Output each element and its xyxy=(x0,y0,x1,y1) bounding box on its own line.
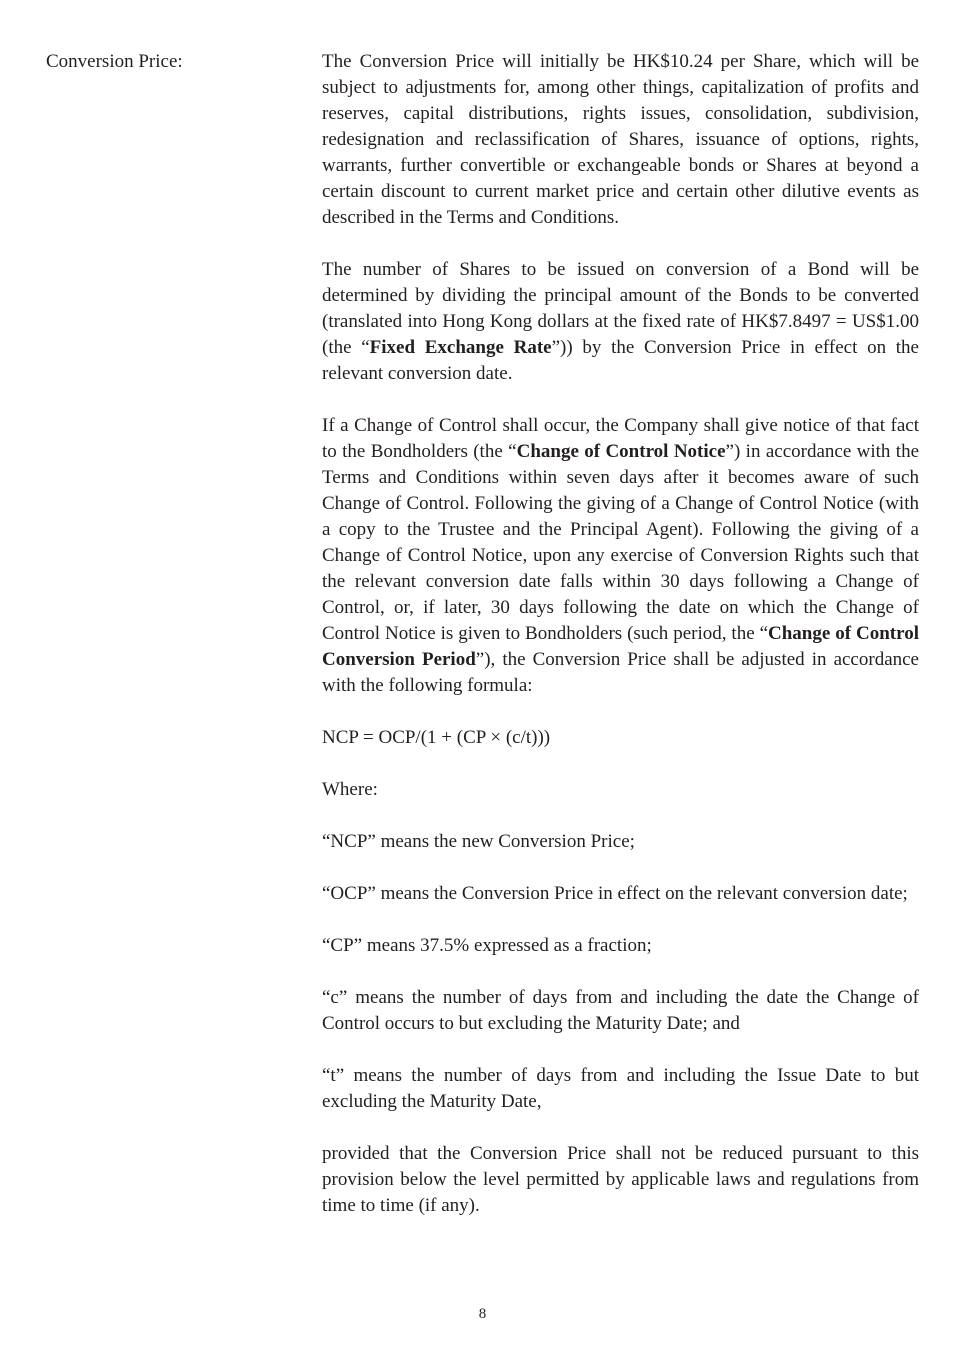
text-run: The number of Shares to be issued on conversion of a Bond will be determined by dividing the principal amount of the Bonds to be converted (translated into Hong Kong dollars at the fixed rate of HK$7.8497 = US$1.00 (the “ xyxy=(322,259,919,358)
formula: NCP = OCP/(1 + (CP × (c/t))) xyxy=(322,727,551,748)
where-label: Where: xyxy=(322,779,378,800)
text-run: If a Change of Control shall occur, the Company shall give notice of that fact to the Bondholders (the “ xyxy=(322,415,919,462)
page-number: 8 xyxy=(478,1306,487,1322)
text-run: ”)) by the Conversion Price in effect on the relevant conversion date. xyxy=(322,337,919,384)
definition-ncp: “NCP” means the new Conversion Price; xyxy=(322,831,635,852)
text-run: ”), the Conversion Price shall be adjusted in accordance with the following formula: xyxy=(322,649,919,696)
definition-t: “t” means the number of days from and including the Issue Date to but excluding the Maturity Date, xyxy=(322,1065,919,1112)
paragraph-number-of-shares xyxy=(322,257,919,387)
text-run: ”) in accordance with the Terms and Conditions within seven days after it becomes aware of such Change of Control. Following the giving of a Change of Control Notice (with a copy to the Trustee and the Principal Agent). Following the giving of a Change of Control Notice, upon any exercise of Conversion Rights such that the relevant conversion date falls within 30 days following a Change of Control, or, if later, 30 days following the date on which the Change of Control Notice is given to Bondholders (such period, the “ xyxy=(322,441,919,644)
defined-term-fixed-exchange-rate: Fixed Exchange Rate xyxy=(369,337,552,358)
paragraph-change-of-control xyxy=(322,413,919,699)
defined-term-change-of-control-conversion-period: Change of Control Conversion Period xyxy=(322,623,919,670)
definition-cp: “CP” means 37.5% expressed as a fraction; xyxy=(322,935,652,956)
definition-c: “c” means the number of days from and including the date the Change of Control occurs to but excluding the Maturity Date; and xyxy=(322,987,919,1034)
defined-term-change-of-control-notice: Change of Control Notice xyxy=(516,441,726,462)
section-content xyxy=(322,49,919,1219)
section-label: Conversion Price: xyxy=(46,51,183,72)
definition-ocp: “OCP” means the Conversion Price in effect on the relevant conversion date; xyxy=(322,883,908,904)
proviso: provided that the Conversion Price shall not be reduced pursuant to this provision below the level permitted by applicable laws and regulations from time to time (if any). xyxy=(322,1143,919,1216)
paragraph-initial-price: The Conversion Price will initially be HK$10.24 per Share, which will be subject to adjustments for, among other things, capitalization of profits and reserves, capital distributions, rights issues, consolidation, subdivision, redesignation and reclassification of Shares, issuance of options, rights, warrants, further convertible or exchangeable bonds or Shares at beyond a certain discount to current market price and certain other dilutive events as described in the Terms and Conditions. xyxy=(322,51,919,228)
